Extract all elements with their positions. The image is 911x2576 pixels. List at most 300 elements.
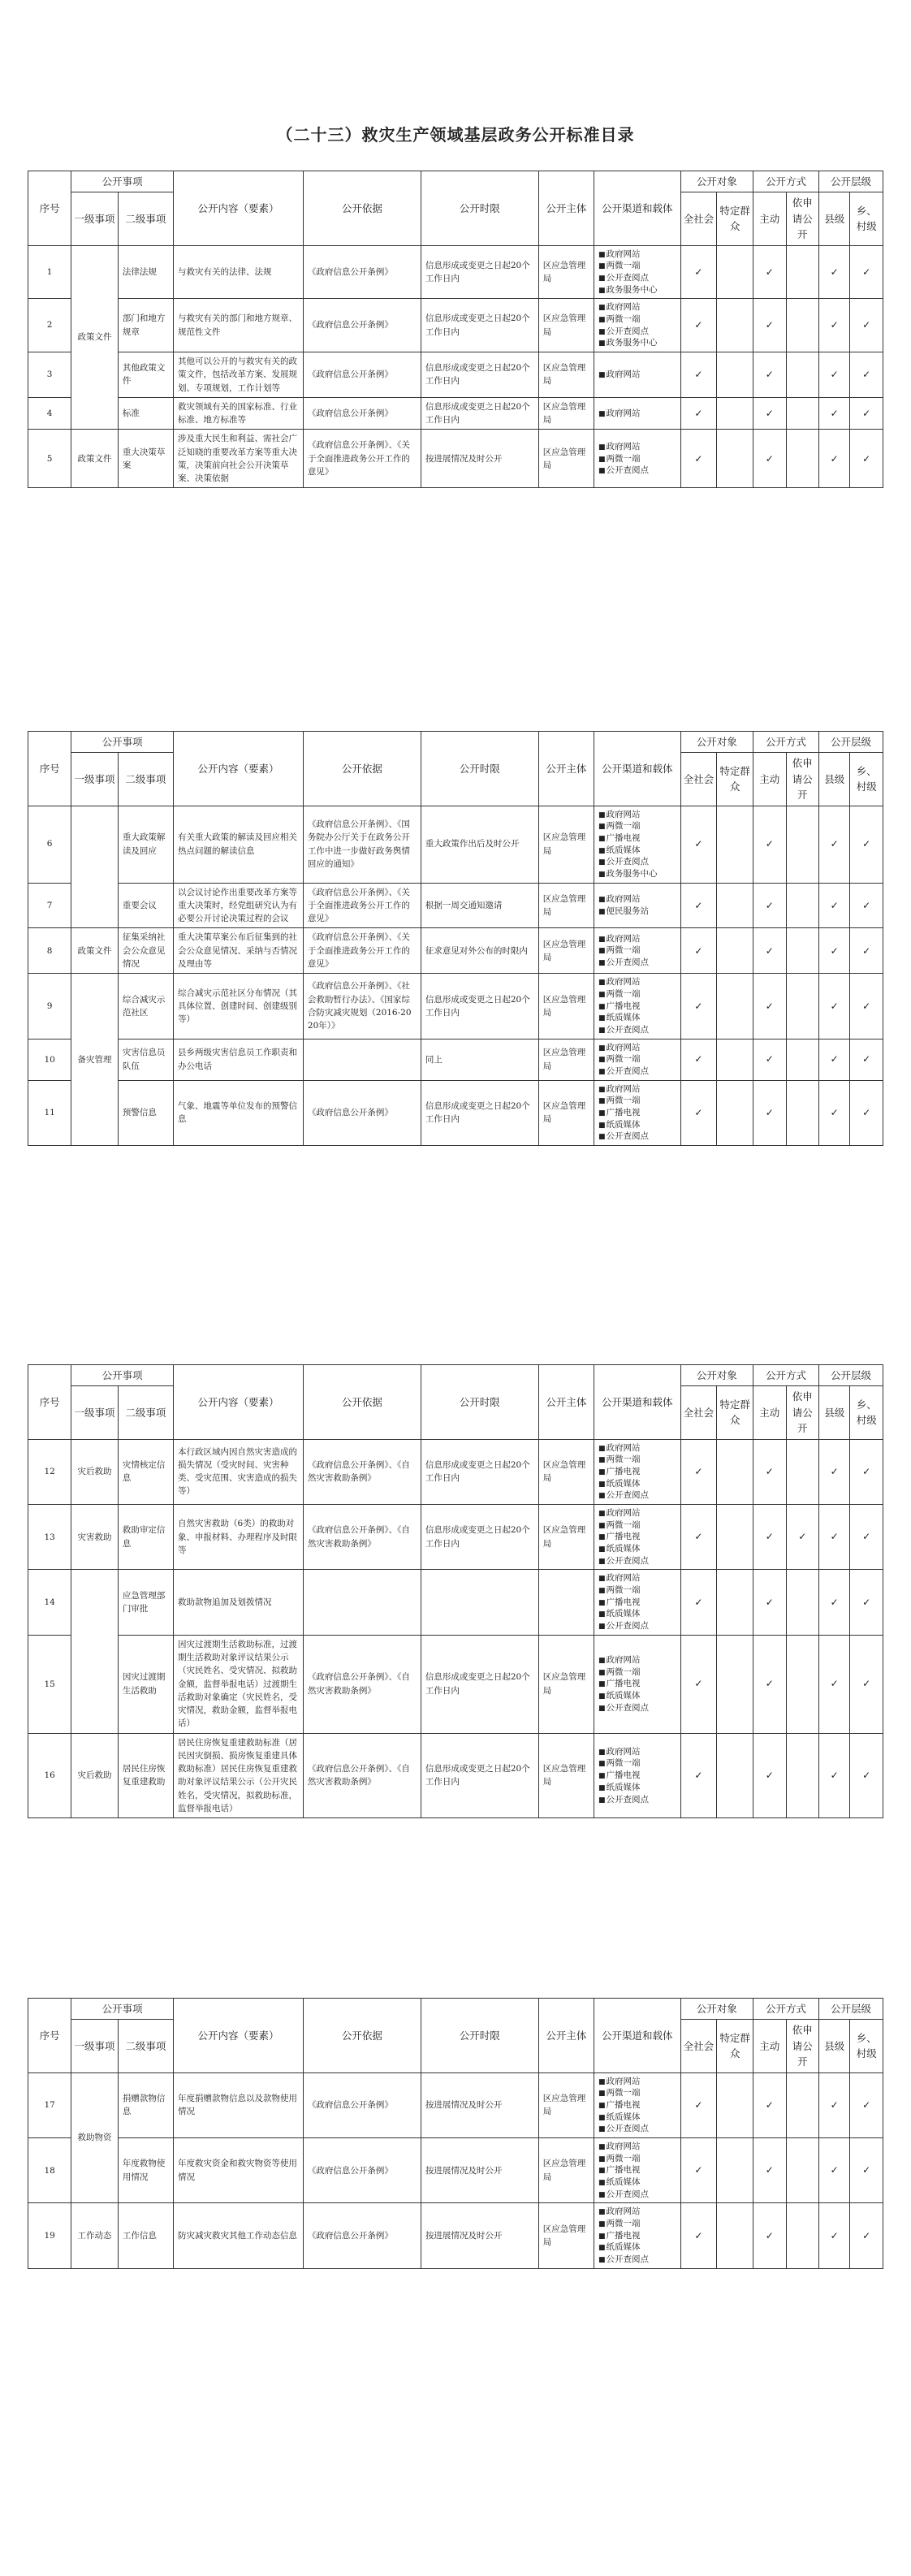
check-specific — [717, 2072, 753, 2137]
check-all: ✓ — [680, 2203, 717, 2268]
channel-item: ■ 政务服务中心 — [598, 337, 676, 349]
check-apply — [786, 1080, 819, 1145]
row-channels — [594, 299, 680, 352]
channel-item: ■ 纸质媒体 — [598, 1012, 676, 1024]
check-apply — [786, 245, 819, 299]
header-county: 县级 — [819, 1386, 850, 1439]
channel-item: ■ 两微一端 — [598, 988, 676, 1001]
row-seq: 1 — [28, 245, 71, 299]
header-mode: 公开方式 — [753, 1999, 819, 2020]
row-level1-item — [71, 806, 119, 928]
channel-item: ■ 公开查阅点 — [598, 2254, 676, 2266]
header-channel: 公开渠道和载体 — [594, 171, 680, 246]
check-county: ✓ — [819, 928, 850, 974]
row-content: 因灾过渡期生活救助标准，过渡期生活救助对象评议结果公示（灾民姓名、受灾情况、拟救助金额，监督举报电话）过渡期生活救助对象确定（灾民姓名，受灾情况，救助金额，监督举报电话） — [174, 1635, 304, 1733]
table-row — [28, 1570, 883, 1635]
check-all: ✓ — [680, 245, 717, 299]
row-level2-item: 法律法规 — [118, 245, 173, 299]
channel-item: ■ 两微一端 — [598, 2087, 676, 2099]
header-town-village: 乡、村级 — [850, 192, 883, 245]
row-time-limit: 信息形成或变更之日起20个工作日内 — [421, 299, 538, 352]
row-channels — [594, 1635, 680, 1733]
check-specific — [717, 2137, 753, 2202]
check-specific — [717, 1635, 753, 1733]
header-county: 县级 — [819, 2020, 850, 2072]
row-level2-item: 救助审定信息 — [118, 1504, 173, 1569]
channel-item: ■ 政府网站 — [598, 408, 676, 420]
row-basis: 《政府信息公开条例》、《关于全面推进政务公开工作的意见》 — [303, 430, 421, 488]
channel-item: ■ 公开查阅点 — [598, 465, 676, 477]
channel-list — [598, 1572, 676, 1632]
check-county: ✓ — [819, 1733, 850, 1818]
check-apply — [786, 2137, 819, 2202]
header-content: 公开内容（要素） — [174, 732, 304, 806]
header-content: 公开内容（要素） — [174, 1999, 304, 2073]
check-apply — [786, 430, 819, 488]
row-basis: 《政府信息公开条例》 — [303, 2137, 421, 2202]
row-level2-item: 综合减灾示范社区 — [118, 974, 173, 1039]
header-level1: 一级事项 — [71, 753, 119, 806]
row-seq: 10 — [28, 1039, 71, 1080]
check-all: ✓ — [680, 974, 717, 1039]
channel-item: ■ 广播电视 — [598, 1001, 676, 1013]
row-seq: 19 — [28, 2203, 71, 2268]
channel-item: ■ 两微一端 — [598, 2153, 676, 2165]
channel-item: ■ 政府网站 — [598, 1746, 676, 1758]
row-subject: 区应急管理局 — [538, 806, 594, 883]
channel-item: ■ 两微一端 — [598, 1666, 676, 1679]
check-specific — [717, 1439, 753, 1504]
check-all: ✓ — [680, 1080, 717, 1145]
header-subject: 公开主体 — [538, 171, 594, 246]
row-channels — [594, 806, 680, 883]
check-town: ✓ — [850, 352, 883, 398]
header-target: 公开对象 — [680, 732, 753, 753]
check-apply — [786, 2203, 819, 2268]
row-subject: 区应急管理局 — [538, 1439, 594, 1504]
row-basis — [303, 1570, 421, 1635]
channel-item: ■ 政府网站 — [598, 1442, 676, 1454]
check-active: ✓ — [753, 352, 786, 398]
header-on-request: 依申请公开 — [786, 2020, 819, 2072]
channel-item: ■ 政府网站 — [598, 1507, 676, 1519]
check-specific — [717, 1039, 753, 1080]
check-active: ✓ — [753, 1635, 786, 1733]
row-channels — [594, 352, 680, 398]
check-specific — [717, 299, 753, 352]
channel-item: ■ 政府网站 — [598, 249, 676, 261]
row-content: 与救灾有关的法律、法规 — [174, 245, 304, 299]
table-row — [28, 1733, 883, 1818]
channel-list — [598, 809, 676, 880]
header-level: 公开层级 — [819, 171, 883, 192]
check-apply — [786, 974, 819, 1039]
header-basis: 公开依据 — [303, 1999, 421, 2073]
header-subject: 公开主体 — [538, 732, 594, 806]
header-on-request: 依申请公开 — [786, 192, 819, 245]
check-specific — [717, 1080, 753, 1145]
header-time: 公开时限 — [421, 1365, 538, 1440]
table-row — [28, 1439, 883, 1504]
row-channels — [594, 928, 680, 974]
row-subject: 区应急管理局 — [538, 299, 594, 352]
check-county: ✓ — [819, 1504, 850, 1569]
row-channels — [594, 1733, 680, 1818]
row-level1-item: 政策文件 — [71, 245, 119, 430]
header-level1: 一级事项 — [71, 192, 119, 245]
row-subject: 区应急管理局 — [538, 2072, 594, 2137]
header-level1: 一级事项 — [71, 2020, 119, 2072]
check-county: ✓ — [819, 1439, 850, 1504]
row-level2-item: 灾情核定信息 — [118, 1439, 173, 1504]
check-active: ✓ — [753, 2137, 786, 2202]
row-content: 有关重大政策的解读及回应相关热点问题的解读信息 — [174, 806, 304, 883]
check-county: ✓ — [819, 1039, 850, 1080]
row-seq: 16 — [28, 1733, 71, 1818]
check-all: ✓ — [680, 883, 717, 928]
header-on-request: 依申请公开 — [786, 1386, 819, 1439]
row-level2-item: 重大政策解读及回应 — [118, 806, 173, 883]
check-apply — [786, 397, 819, 430]
row-time-limit: 信息形成或变更之日起20个工作日内 — [421, 1504, 538, 1569]
header-content: 公开内容（要素） — [174, 171, 304, 246]
row-subject: 区应急管理局 — [538, 397, 594, 430]
check-county: ✓ — [819, 1635, 850, 1733]
row-basis: 《政府信息公开条例》、《国务院办公厅关于在政务公开工作中进一步做好政务舆情回应的通知》 — [303, 806, 421, 883]
row-subject: 区应急管理局 — [538, 1080, 594, 1145]
channel-item: ■ 两微一端 — [598, 260, 676, 272]
header-town-village: 乡、村级 — [850, 2020, 883, 2072]
check-town: ✓ — [850, 1635, 883, 1733]
row-subject: 区应急管理局 — [538, 352, 594, 398]
channel-item: ■ 两微一端 — [598, 1519, 676, 1532]
table-row — [28, 806, 883, 883]
channel-item: ■ 公开查阅点 — [598, 1555, 676, 1567]
row-level2-item: 捐赠款物信息 — [118, 2072, 173, 2137]
channel-item: ■ 两微一端 — [598, 1757, 676, 1770]
row-level1-item: 备灾管理 — [71, 974, 119, 1146]
channel-item: ■ 广播电视 — [598, 2099, 676, 2111]
check-all: ✓ — [680, 1504, 717, 1569]
check-county: ✓ — [819, 245, 850, 299]
header-channel: 公开渠道和载体 — [594, 1999, 680, 2073]
channel-item: ■ 两微一端 — [598, 1095, 676, 1107]
check-apply — [786, 2072, 819, 2137]
row-content: 救助款物追加及划拨情况 — [174, 1570, 304, 1635]
row-seq: 3 — [28, 352, 71, 398]
channel-list — [598, 893, 676, 917]
row-time-limit: 征求意见对外公布的时限内 — [421, 928, 538, 974]
channel-list — [598, 933, 676, 969]
row-channels — [594, 883, 680, 928]
table-row — [28, 1080, 883, 1145]
row-subject: 区应急管理局 — [538, 1635, 594, 1733]
check-county: ✓ — [819, 299, 850, 352]
row-level2-item: 标准 — [118, 397, 173, 430]
header-items: 公开事项 — [71, 1999, 174, 2020]
check-county: ✓ — [819, 2203, 850, 2268]
row-level2-item: 重要会议 — [118, 883, 173, 928]
channel-item: ■ 广播电视 — [598, 1466, 676, 1478]
header-town-village: 乡、村级 — [850, 753, 883, 806]
row-time-limit: 信息形成或变更之日起20个工作日内 — [421, 1635, 538, 1733]
channel-item: ■ 政府网站 — [598, 2076, 676, 2088]
channel-item: ■ 纸质媒体 — [598, 1782, 676, 1794]
header-county: 县级 — [819, 753, 850, 806]
check-active: ✓ — [753, 430, 786, 488]
header-items: 公开事项 — [71, 171, 174, 192]
channel-item: ■ 政府网站 — [598, 933, 676, 945]
header-all-society: 全社会 — [680, 2020, 717, 2072]
channel-item: ■ 政府网站 — [598, 301, 676, 313]
check-all: ✓ — [680, 1570, 717, 1635]
channel-item: ■ 广播电视 — [598, 2164, 676, 2176]
table-row — [28, 299, 883, 352]
channel-item: ■ 政府网站 — [598, 369, 676, 381]
channel-item: ■ 政府网站 — [598, 2141, 676, 2153]
header-seq: 序号 — [28, 1365, 71, 1440]
channel-item: ■ 公开查阅点 — [598, 272, 676, 284]
row-seq: 8 — [28, 928, 71, 974]
channel-item: ■ 政府网站 — [598, 1042, 676, 1054]
row-time-limit: 信息形成或变更之日起20个工作日内 — [421, 352, 538, 398]
check-apply — [786, 1733, 819, 1818]
row-subject: 区应急管理局 — [538, 430, 594, 488]
row-content: 居民住房恢复重建救助标准（居民因灾倒损、损房恢复重建具体救助标准）居民住房恢复重建救助对象评议结果公示（公开灾民姓名，受灾情况，拟救助标准，监督举报电话） — [174, 1733, 304, 1818]
row-time-limit: 同上 — [421, 1039, 538, 1080]
header-items: 公开事项 — [71, 732, 174, 753]
row-subject: 区应急管理局 — [538, 1039, 594, 1080]
header-subject: 公开主体 — [538, 1365, 594, 1440]
row-content: 气象、地震等单位发布的预警信息 — [174, 1080, 304, 1145]
row-basis: 《政府信息公开条例》 — [303, 299, 421, 352]
check-all: ✓ — [680, 397, 717, 430]
channel-item: ■ 公开查阅点 — [598, 1794, 676, 1806]
row-channels — [594, 2203, 680, 2268]
channel-list — [598, 1746, 676, 1805]
catalog-table-part-2 — [28, 731, 883, 1146]
row-content: 年度捐赠款物信息以及款物使用情况 — [174, 2072, 304, 2137]
row-time-limit: 按进展情况及时公开 — [421, 2137, 538, 2202]
check-all: ✓ — [680, 928, 717, 974]
channel-item: ■ 公开查阅点 — [598, 1024, 676, 1036]
row-subject: 区应急管理局 — [538, 1504, 594, 1569]
channel-list — [598, 1442, 676, 1502]
check-active: ✓ — [753, 1570, 786, 1635]
check-active: ✓ — [753, 1039, 786, 1080]
header-active: 主动 — [753, 1386, 786, 1439]
channel-item: ■ 纸质媒体 — [598, 1690, 676, 1702]
channel-item: ■ 纸质媒体 — [598, 2176, 676, 2189]
channel-item: ■ 两微一端 — [598, 453, 676, 465]
check-active: ✓ — [753, 974, 786, 1039]
channel-item: ■ 公开查阅点 — [598, 1489, 676, 1502]
check-active: ✓ — [753, 1439, 786, 1504]
row-content: 综合减灾示范社区分布情况（其具体位置、创建时间、创建级别等） — [174, 974, 304, 1039]
check-town: ✓ — [850, 974, 883, 1039]
row-subject: 区应急管理局 — [538, 245, 594, 299]
table-row — [28, 974, 883, 1039]
table-row — [28, 1635, 883, 1733]
row-level2-item: 灾害信息员队伍 — [118, 1039, 173, 1080]
row-basis: 《政府信息公开条例》 — [303, 2072, 421, 2137]
header-level1: 一级事项 — [71, 1386, 119, 1439]
row-level2-item: 居民住房恢复重建救助 — [118, 1733, 173, 1818]
row-channels — [594, 974, 680, 1039]
channel-list — [598, 301, 676, 349]
header-content: 公开内容（要素） — [174, 1365, 304, 1440]
header-level2: 二级事项 — [118, 2020, 173, 2072]
channel-list — [598, 1083, 676, 1143]
check-county: ✓ — [819, 1570, 850, 1635]
check-town: ✓ — [850, 2072, 883, 2137]
header-mode: 公开方式 — [753, 1365, 819, 1386]
check-town: ✓ — [850, 1039, 883, 1080]
row-channels — [594, 397, 680, 430]
row-seq: 13 — [28, 1504, 71, 1569]
channel-list — [598, 1654, 676, 1714]
row-level2-item: 征集采纳社会公众意见情况 — [118, 928, 173, 974]
check-town: ✓ — [850, 2137, 883, 2202]
check-specific — [717, 245, 753, 299]
row-seq: 17 — [28, 2072, 71, 2137]
row-seq: 9 — [28, 974, 71, 1039]
row-basis: 《政府信息公开条例》、《自然灾害救助条例》 — [303, 1439, 421, 1504]
channel-item: ■ 两微一端 — [598, 313, 676, 326]
row-time-limit: 信息形成或变更之日起20个工作日内 — [421, 245, 538, 299]
check-apply — [786, 1635, 819, 1733]
header-basis: 公开依据 — [303, 171, 421, 246]
table-row — [28, 2072, 883, 2137]
header-level2: 二级事项 — [118, 753, 173, 806]
check-specific — [717, 974, 753, 1039]
catalog-table-part-4 — [28, 1998, 883, 2269]
check-apply — [786, 1439, 819, 1504]
check-active: ✓ — [753, 928, 786, 974]
check-active: ✓ — [753, 2203, 786, 2268]
channel-item: ■ 公开查阅点 — [598, 1130, 676, 1143]
header-specific-group: 特定群众 — [717, 1386, 753, 1439]
check-active: ✓ — [753, 806, 786, 883]
row-level1-item: 工作动态 — [71, 2203, 119, 2268]
row-channels — [594, 1504, 680, 1569]
check-specific — [717, 397, 753, 430]
table-row — [28, 2203, 883, 2268]
header-time: 公开时限 — [421, 732, 538, 806]
check-apply — [786, 1039, 819, 1080]
header-channel: 公开渠道和载体 — [594, 1365, 680, 1440]
row-content: 年度救灾资金和救灾物资等使用情况 — [174, 2137, 304, 2202]
row-level2-item: 应急管理部门审批 — [118, 1570, 173, 1635]
check-apply — [786, 806, 819, 883]
row-seq: 14 — [28, 1570, 71, 1635]
channel-item: ■ 纸质媒体 — [598, 2241, 676, 2254]
catalog-table-part-1 — [28, 171, 883, 488]
row-content: 与救灾有关的部门和地方规章、规范性文件 — [174, 299, 304, 352]
check-specific — [717, 1570, 753, 1635]
channel-item: ■ 政府网站 — [598, 2206, 676, 2218]
channel-item: ■ 政府网站 — [598, 1083, 676, 1096]
row-subject — [538, 1570, 594, 1635]
channel-list — [598, 2206, 676, 2265]
channel-item: ■ 两微一端 — [598, 944, 676, 957]
check-county: ✓ — [819, 397, 850, 430]
channel-item: ■ 公开查阅点 — [598, 2189, 676, 2201]
row-basis: 《政府信息公开条例》、《自然灾害救助条例》 — [303, 1504, 421, 1569]
channel-item: ■ 两微一端 — [598, 820, 676, 832]
header-level2: 二级事项 — [118, 192, 173, 245]
header-target: 公开对象 — [680, 1999, 753, 2020]
row-time-limit: 信息形成或变更之日起20个工作日内 — [421, 1439, 538, 1504]
header-county: 县级 — [819, 192, 850, 245]
header-level: 公开层级 — [819, 1999, 883, 2020]
channel-item: ■ 两微一端 — [598, 1053, 676, 1065]
header-basis: 公开依据 — [303, 732, 421, 806]
check-county: ✓ — [819, 2072, 850, 2137]
row-content: 救灾领域有关的国家标准、行业标准、地方标准等 — [174, 397, 304, 430]
check-specific — [717, 806, 753, 883]
check-apply — [786, 352, 819, 398]
table-row — [28, 1039, 883, 1080]
row-basis: 《政府信息公开条例》、《社会救助暂行办法》、《国家综合防灾减灾规划（2016-2020年）》 — [303, 974, 421, 1039]
row-channels — [594, 2072, 680, 2137]
header-level: 公开层级 — [819, 732, 883, 753]
row-seq: 6 — [28, 806, 71, 883]
row-channels — [594, 1570, 680, 1635]
check-active: ✓ — [753, 245, 786, 299]
check-town: ✓ — [850, 1733, 883, 1818]
row-content: 涉及重大民生和利益、需社会广泛知晓的重要改革方案等重大决策，决策前向社会公开决策草案、决策依据 — [174, 430, 304, 488]
row-content: 县乡两级灾害信息员工作职责和办公电话 — [174, 1039, 304, 1080]
channel-list — [598, 2076, 676, 2135]
channel-list — [598, 2141, 676, 2200]
row-time-limit: 信息形成或变更之日起20个工作日内 — [421, 1080, 538, 1145]
row-level2-item: 工作信息 — [118, 2203, 173, 2268]
row-level1-item: 灾害救助 — [71, 1504, 119, 1569]
table-row — [28, 352, 883, 398]
check-county: ✓ — [819, 974, 850, 1039]
row-level2-item: 预警信息 — [118, 1080, 173, 1145]
row-subject: 区应急管理局 — [538, 974, 594, 1039]
table-row — [28, 1504, 883, 1569]
channel-item: ■ 政府网站 — [598, 809, 676, 821]
row-time-limit: 信息形成或变更之日起20个工作日内 — [421, 1733, 538, 1818]
header-specific-group: 特定群众 — [717, 192, 753, 245]
row-basis: 《政府信息公开条例》、《自然灾害救助条例》 — [303, 1733, 421, 1818]
check-town: ✓ — [850, 1570, 883, 1635]
table-row — [28, 2137, 883, 2202]
row-channels — [594, 1080, 680, 1145]
check-town: ✓ — [850, 883, 883, 928]
channel-item: ■ 广播电视 — [598, 832, 676, 845]
row-time-limit: 按进展情况及时公开 — [421, 2203, 538, 2268]
row-subject: 区应急管理局 — [538, 2203, 594, 2268]
check-town: ✓ — [850, 397, 883, 430]
header-specific-group: 特定群众 — [717, 753, 753, 806]
check-active: ✓ — [753, 1080, 786, 1145]
channel-item: ■ 公开查阅点 — [598, 1702, 676, 1714]
channel-item: ■ 两微一端 — [598, 1454, 676, 1466]
catalog-table-part-3 — [28, 1364, 883, 1818]
row-basis: 《政府信息公开条例》 — [303, 397, 421, 430]
row-basis: 《政府信息公开条例》、《关于全面推进政务公开工作的意见》 — [303, 883, 421, 928]
check-town: ✓ — [850, 299, 883, 352]
header-time: 公开时限 — [421, 1999, 538, 2073]
header-active: 主动 — [753, 753, 786, 806]
check-all: ✓ — [680, 1733, 717, 1818]
check-town: ✓ — [850, 1439, 883, 1504]
channel-item: ■ 公开查阅点 — [598, 326, 676, 338]
